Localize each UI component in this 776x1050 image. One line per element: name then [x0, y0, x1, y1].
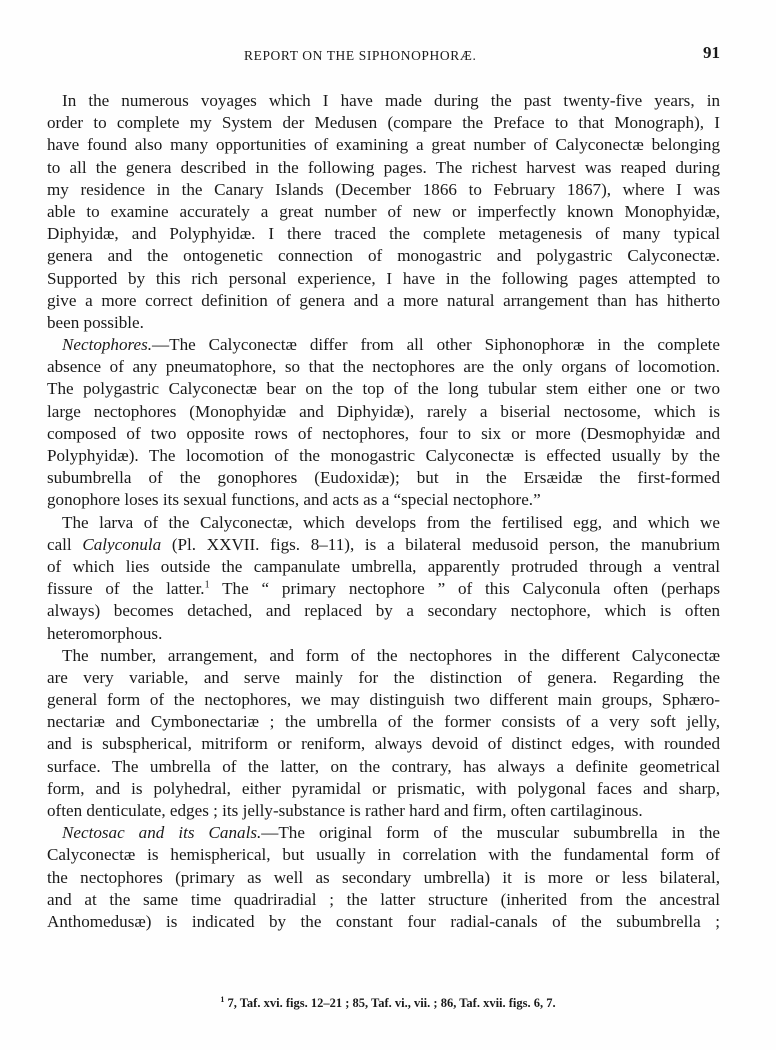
paragraph-nectosac [47, 822, 720, 933]
text-line: large nectophores (Monophyidæ and Diphyidæ), rarely a biserial nectosome, which is [47, 401, 720, 421]
paragraph-arrangement [47, 645, 720, 823]
text-line: subumbrella of the gonophores (Eudoxidæ); but in the Ersæidæ the first-formed [47, 468, 720, 488]
text-line: and is subspherical, mitriform or reniform, always devoid of distinct edges, with rounded [47, 734, 720, 754]
text-line: to all the genera described in the following pages. The richest harvest was reaped during [47, 157, 720, 177]
running-title: REPORT ON THE SIPHONOPHORÆ. [244, 48, 477, 63]
page-number: 91 [703, 43, 720, 62]
text-line: The number, arrangement, and form of the nectophores in the different Calyconectæ [62, 645, 720, 665]
paragraph-larva [47, 512, 720, 645]
text-line [47, 334, 720, 356]
text-run: (Pl. XXVII. figs. 8–11), is a bilateral medusoid person, the manubrium [161, 534, 720, 554]
text-line: often denticulate, edges ; its jelly-substance is rather hard and firm, often cartilaginous. [47, 801, 643, 820]
term-calyconula: Calyconula [82, 534, 162, 554]
paragraph-nectophores [47, 334, 720, 512]
text-line: absence of any pneumatophore, so that the nectophores are the only organs of locomotion. [47, 357, 720, 377]
text-line [47, 578, 720, 600]
text-line: In the numerous voyages which I have made during the past twenty-five years, in [62, 91, 720, 110]
text-line: been possible. [47, 312, 144, 332]
text-line: Diphyidæ, and Polyphyidæ. I there traced the complete metagenesis of many typical [47, 224, 720, 244]
text-line: genera and the ontogenetic connection of monogastric and polygastric Calyconectæ. [47, 246, 720, 266]
text-run: call [47, 534, 83, 554]
text-line: always) becomes detached, and replaced by a secondary nectophore, which is often [47, 601, 720, 621]
text-line: Supported by this rich personal experience, I have in the following pages attempted to [47, 268, 720, 288]
text-line: order to complete my System der Medusen (compare the Preface to that Monograph), I [47, 113, 720, 133]
text-line [47, 534, 720, 556]
text-line: able to examine accurately a great number of new or imperfectly known Monophyidæ, [47, 201, 720, 221]
text-run: —The Calyconectæ differ from all other Siphonophoræ in the complete [152, 335, 720, 355]
text-run: —The original form of the muscular subumbrella in the [261, 823, 720, 843]
text-line: The larva of the Calyconectæ, which develops from the fertilised egg, and which we [62, 512, 720, 532]
text-run: fissure of the latter. [47, 579, 205, 599]
text-line: heteromorphous. [47, 623, 163, 643]
text-line: gonophore loses its sexual functions, and acts as a “special nectophore.” [47, 490, 541, 510]
text-line: nectariæ and Cymbonectariæ ; the umbrella of the former consists of a very soft jelly, [47, 712, 720, 732]
text-line: my residence in the Canary Islands (December 1866 to February 1867), where I was [47, 179, 720, 199]
text-line: Anthomedusæ) is indicated by the constant four radial-canals of the subumbrella ; [47, 911, 720, 931]
body-text [47, 90, 720, 933]
text-line: Calyconectæ is hemispherical, but usually in correlation with the fundamental form of [47, 845, 720, 865]
footnote-marker: 1 [220, 994, 225, 1004]
footnote [0, 996, 776, 1011]
text-line: give a more correct definition of genera and a more natural arrangement than has hitherto [47, 290, 720, 310]
text-line: The polygastric Calyconectæ bear on the top of the long tubular stem either one or two [47, 379, 720, 399]
section-heading-nectophores: Nectophores. [62, 335, 153, 355]
footnote-text: 7, Taf. xvi. figs. 12–21 ; 85, Taf. vi., vii. ; 86, Taf. xvii. figs. 6, 7. [224, 996, 556, 1010]
text-line: Polyphyidæ). The locomotion of the monogastric Calyconectæ is effected usually by the [47, 446, 720, 465]
text-line: have found also many opportunities of examining a great number of Calyconectæ belonging [47, 135, 720, 155]
text-run: The “ primary nectophore ” of this Calyconula often (perhaps [209, 579, 720, 599]
text-line: composed of two opposite rows of nectophores, four to six or more (Desmophyidæ and [47, 423, 720, 443]
running-head [0, 40, 776, 64]
text-line: general form of the nectophores, we may distinguish two different main groups, Sphæro- [47, 690, 720, 710]
text-line: the nectophores (primary as well as secondary umbrella) it is more or less bilateral, [47, 867, 720, 887]
footnote-ref[interactable]: 1 [204, 579, 210, 591]
text-line: form, and is polyhedral, either pyramidal or prismatic, with polygonal faces and sharp, [47, 778, 720, 798]
text-line: are very variable, and serve mainly for the distinction of genera. Regarding the [47, 667, 720, 687]
text-line: and at the same time quadriradial ; the latter structure (inherited from the ancestral [47, 889, 720, 909]
paragraph-voyages [47, 90, 720, 334]
text-line [47, 822, 720, 844]
section-heading-nectosac: Nectosac and its Canals. [62, 823, 262, 843]
text-line: surface. The umbrella of the latter, on the contrary, has always a definite geometrical [47, 756, 720, 776]
text-line: of which lies outside the campanulate umbrella, apparently protruded through a ventral [47, 556, 720, 576]
